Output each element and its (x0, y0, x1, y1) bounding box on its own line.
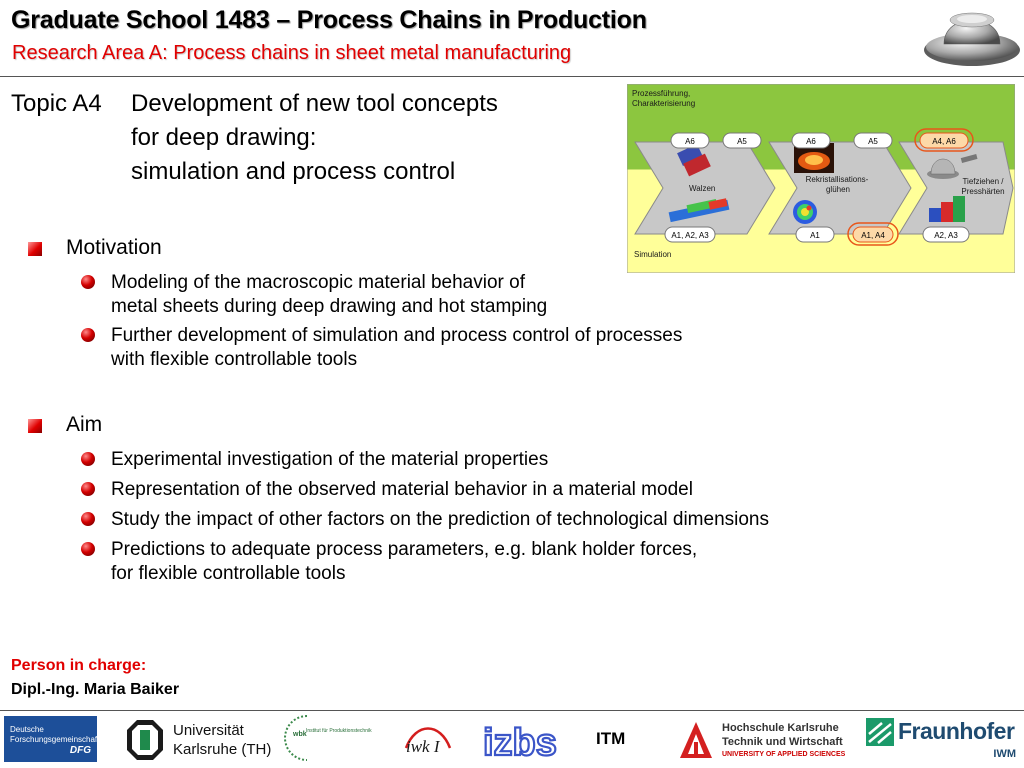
header-title: Graduate School 1483 – Process Chains in Production (11, 6, 647, 34)
dfg-logo-text: Deutsche (10, 725, 44, 734)
person-in-charge-label: Person in charge: (11, 657, 147, 674)
kit-logo (125, 718, 275, 762)
svg-text:A1: A1 (810, 231, 820, 240)
list-item-line: Predictions to adequate process parameters, e.g. blank holder forces, (111, 539, 698, 560)
svg-text:A2, A3: A2, A3 (934, 231, 958, 240)
hska-logo-text: UNIVERSITY OF APPLIED SCIENCES (722, 751, 846, 758)
round-bullet-icon (81, 482, 95, 496)
dfg-logo-text: Forschungsgemeinschaft (10, 735, 100, 744)
izbs-logo (480, 714, 562, 766)
stage-label: glühen (825, 185, 851, 194)
iwk-logo (402, 718, 454, 762)
iwk-logo-text: iwk I (406, 737, 440, 756)
round-bullet-icon (81, 542, 95, 556)
hska-logo-text: Hochschule Karlsruhe (722, 722, 839, 734)
list-item-line: Experimental investigation of the material properties (111, 449, 549, 470)
svg-text:A1, A2, A3: A1, A2, A3 (671, 231, 709, 240)
wbk-emblem-icon (281, 712, 331, 764)
process-chain-diagram (627, 84, 1015, 273)
fraunhofer-logo (866, 718, 1022, 764)
izbs-logo-text: izbs (483, 722, 557, 764)
hska-logo (676, 718, 856, 764)
badge-top (671, 133, 709, 148)
badge-bottom (923, 227, 969, 242)
hska-emblem-icon (676, 718, 716, 764)
footer-divider (0, 710, 1024, 711)
svg-text:wbk: wbk (293, 731, 307, 738)
svg-text:A5: A5 (868, 137, 878, 146)
section-title: Aim (66, 413, 103, 436)
stage-label: Tiefziehen / (962, 177, 1004, 186)
dfg-logo-text: DFG (69, 745, 91, 756)
badge-top (723, 133, 761, 148)
band-label-process: Prozessführung, (632, 89, 691, 98)
badge-bottom (665, 227, 715, 242)
badge-top (854, 133, 892, 148)
list-item-line: Further development of simulation and process control of processes (111, 325, 683, 346)
round-bullet-icon (81, 512, 95, 526)
round-bullet-icon (81, 275, 95, 289)
svg-text:A6: A6 (685, 137, 695, 146)
topic-title-line: Development of new tool concepts (131, 90, 498, 117)
stage-label: Walzen (689, 184, 716, 193)
band-label-process: Charakterisierung (632, 99, 696, 108)
section-title: Motivation (66, 236, 162, 259)
round-bullet-icon (81, 328, 95, 342)
person-in-charge-name: Dipl.-Ing. Maria Baiker (11, 681, 180, 698)
svg-text:A4, A6: A4, A6 (932, 137, 956, 146)
topic-title-line: simulation and process control (131, 158, 456, 185)
svg-text:A1, A4: A1, A4 (861, 231, 885, 240)
header-subtitle: Research Area A: Process chains in sheet metal manufacturing (12, 42, 572, 64)
fraunhofer-logo-text: IWM (993, 748, 1016, 760)
topic-title-line: for deep drawing: (131, 124, 317, 151)
round-bullet-icon (81, 452, 95, 466)
wbk-logo-text: Institut für Produktionstechnik (306, 728, 372, 734)
svg-text:A5: A5 (737, 137, 747, 146)
kit-emblem-icon (125, 718, 165, 762)
list-item-line: Representation of the observed material behavior in a material model (111, 479, 693, 500)
fraunhofer-emblem-icon (866, 718, 894, 746)
stage-label: Presshärten (961, 187, 1005, 196)
fraunhofer-logo-text: Fraunhofer (898, 718, 1015, 744)
wbk-logo (281, 712, 381, 764)
stage-label: Rekristallisations- (805, 175, 869, 184)
dfg-logo (4, 716, 100, 762)
badge-bottom (796, 227, 834, 242)
square-bullet-icon (28, 242, 42, 256)
header-divider (0, 76, 1024, 77)
topic-label: Topic A4 (11, 90, 102, 117)
list-item-line: metal sheets during deep drawing and hot stamping (111, 296, 548, 317)
square-bullet-icon (28, 419, 42, 433)
list-item-line: Modeling of the macroscopic material behavior of (111, 272, 525, 293)
deep-drawn-cup-icon (922, 2, 1022, 74)
list-item-line: Study the impact of other factors on the prediction of technological dimensions (111, 509, 769, 530)
band-label-simulation: Simulation (634, 250, 672, 259)
hska-logo-text: Technik und Wirtschaft (722, 736, 843, 748)
badge-top (792, 133, 830, 148)
kit-logo-text: Karlsruhe (TH) (173, 741, 272, 758)
list-item-line: for flexible controllable tools (111, 563, 346, 584)
itm-logo-text: ITM (596, 729, 626, 748)
kit-logo-text: Universität (173, 722, 244, 739)
svg-text:A6: A6 (806, 137, 816, 146)
list-item-line: with flexible controllable tools (111, 349, 358, 370)
